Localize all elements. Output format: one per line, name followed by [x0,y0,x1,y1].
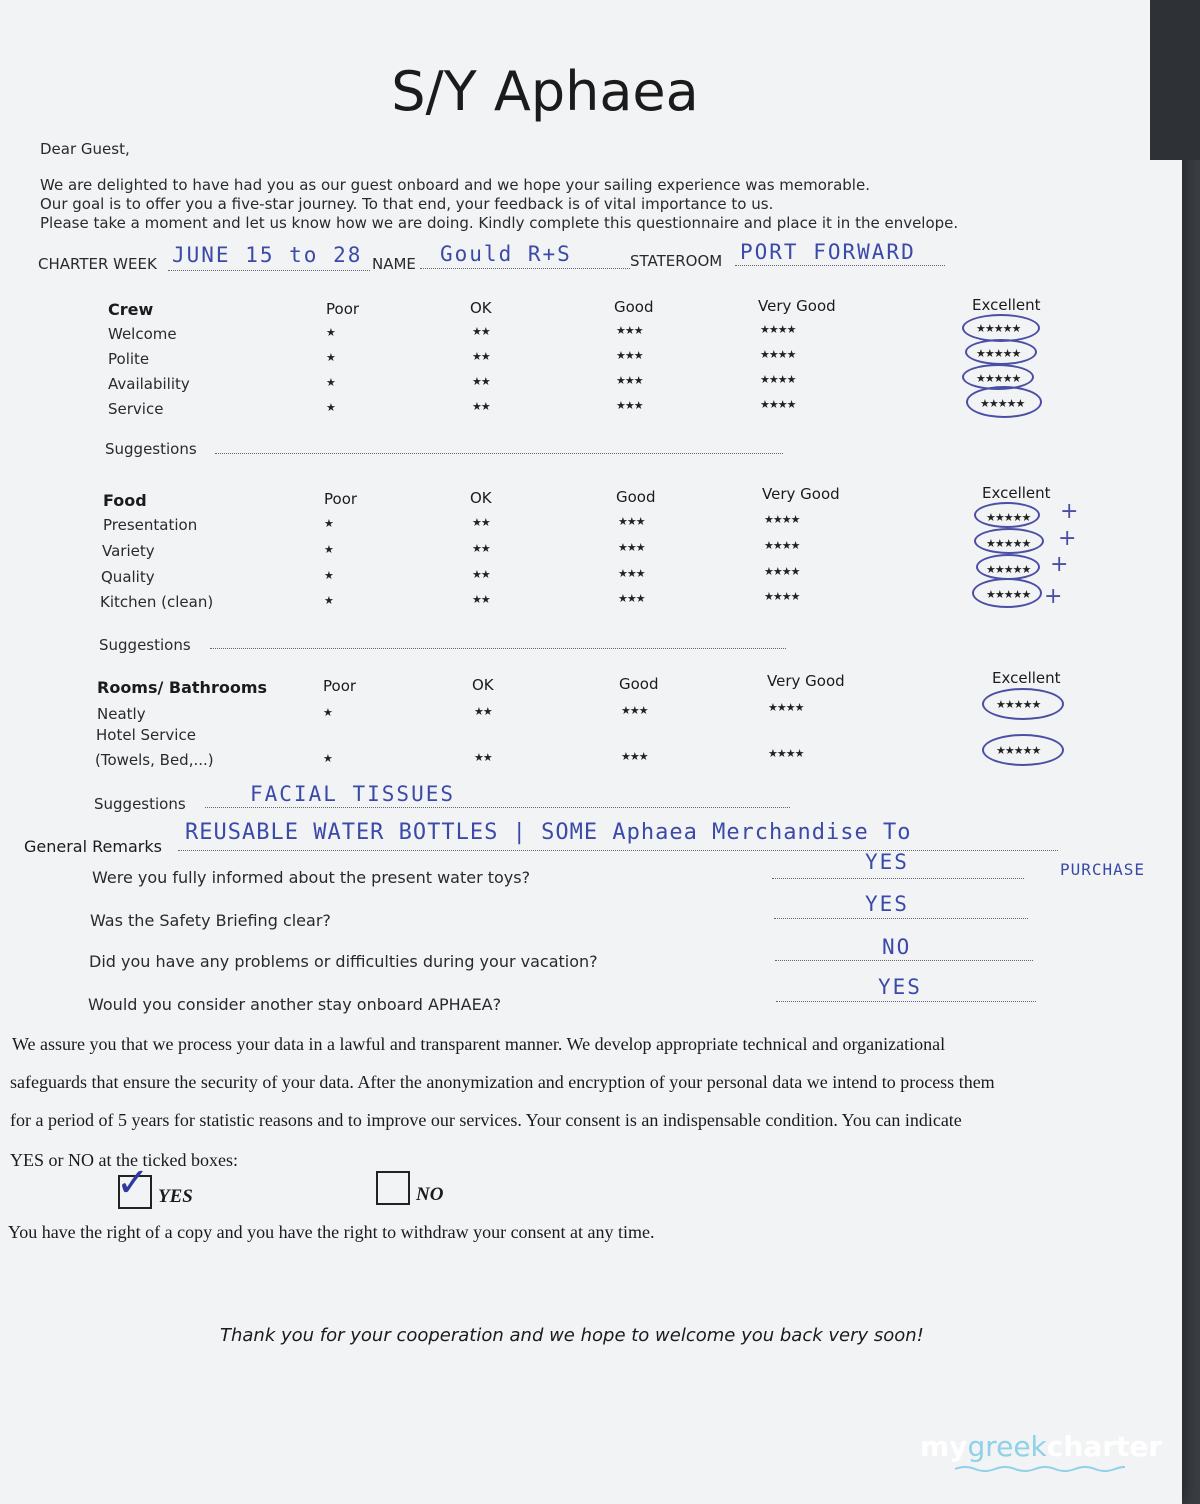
rating-star-2[interactable]: ★★ [472,593,490,606]
rating-star-4[interactable]: ★★★★ [764,565,800,578]
consent-yes-tick-icon: ✓ [116,1160,150,1206]
rating-star-4[interactable]: ★★★★ [760,348,796,361]
rooms-item-towels-bed: (Towels, Bed,...) [95,751,214,769]
rating-star-3[interactable]: ★★★ [618,541,645,554]
rating-star-3[interactable]: ★★★ [616,324,643,337]
rating-star-1[interactable]: ★ [323,752,332,765]
rooms-suggestions-line [205,807,790,808]
rooms-item-neatly: Neatly [97,705,146,723]
rating-star-3[interactable]: ★★★ [621,750,648,763]
selected-circle [974,528,1044,554]
rating-star-3[interactable]: ★★★ [621,704,648,717]
general-remarks-value-cont[interactable]: PURCHASE [1060,860,1146,879]
answer-line-safety-briefing [774,918,1028,919]
plus-mark: + [1044,584,1063,609]
greeting: Dear Guest, [40,140,130,158]
plus-mark: + [1058,526,1077,551]
rating-star-1[interactable]: ★ [326,326,335,339]
crew-col-very-good: Very Good [758,297,836,315]
question-safety-briefing: Was the Safety Briefing clear? [90,911,331,930]
rating-star-2[interactable]: ★★ [472,350,490,363]
general-remarks-line [178,850,1058,851]
privacy-line-2: safeguards that ensure the security of your data. After the anonymization and encryption of your personal data we intend to process them [10,1072,995,1092]
name-value[interactable]: Gould R+S [440,242,572,266]
name-label: NAME [372,255,416,273]
rating-star-4[interactable]: ★★★★ [764,513,800,526]
rating-star-3[interactable]: ★★★ [616,349,643,362]
rating-star-1[interactable]: ★ [324,594,333,607]
rating-star-3[interactable]: ★★★ [618,567,645,580]
rights-text: You have the right of a copy and you have the right to withdraw your consent at any time. [8,1222,655,1242]
answer-water-toys[interactable]: YES [865,850,909,874]
stateroom-line [735,265,945,266]
selected-circle [982,734,1064,766]
rating-star-3[interactable]: ★★★ [618,592,645,605]
privacy-line-4: YES or NO at the ticked boxes: [10,1150,238,1170]
crew-suggestions-label: Suggestions [105,440,197,458]
charter-week-value[interactable]: JUNE 15 to 28 [172,243,363,267]
rating-star-4[interactable]: ★★★★ [768,747,804,760]
rating-star-2[interactable]: ★★ [474,751,492,764]
crew-suggestions-line[interactable] [215,453,783,454]
consent-yes-label: YES [158,1186,193,1207]
rating-star-2[interactable]: ★★ [472,568,490,581]
intro-line-1: We are delighted to have had you as our guest onboard and we hope your sailing experience was memorable. [40,176,870,194]
rating-star-5[interactable]: ★★★★★ [986,588,1031,601]
rating-star-2[interactable]: ★★ [472,325,490,338]
crew-col-poor: Poor [326,300,360,318]
answer-another-stay[interactable]: YES [878,975,922,999]
rooms-suggestions-label: Suggestions [94,795,186,813]
thank-you-text: Thank you for your cooperation and we hope to welcome you back very soon! [220,1325,924,1346]
food-item-variety: Variety [102,542,155,560]
rating-star-4[interactable]: ★★★★ [764,590,800,603]
section-food-title: Food [103,491,147,510]
rating-star-3[interactable]: ★★★ [618,515,645,528]
crew-item-polite: Polite [108,350,150,368]
rating-star-5[interactable]: ★★★★★ [976,322,1021,335]
rating-star-1[interactable]: ★ [324,569,333,582]
rooms-col-excellent: Excellent [992,669,1061,687]
question-another-stay: Would you consider another stay onboard APHAEA? [88,995,502,1014]
food-col-very-good: Very Good [762,485,840,503]
selected-circle [982,688,1064,720]
food-item-kitchen: Kitchen (clean) [100,593,214,611]
rating-star-4[interactable]: ★★★★ [760,373,796,386]
rating-star-5[interactable]: ★★★★★ [980,397,1025,410]
rating-star-2[interactable]: ★★ [472,542,490,555]
plus-mark: + [1050,552,1069,577]
rooms-suggestions-value[interactable]: FACIAL TISSUES [250,782,456,806]
food-suggestions-label: Suggestions [99,636,191,654]
crew-col-excellent: Excellent [972,296,1041,314]
rating-star-2[interactable]: ★★ [472,400,490,413]
food-col-excellent: Excellent [982,484,1051,502]
food-suggestions-line[interactable] [210,648,786,649]
food-col-good: Good [616,488,656,506]
rating-star-1[interactable]: ★ [326,351,335,364]
name-line [420,268,630,269]
rooms-col-good: Good [619,675,659,693]
section-crew-title: Crew [108,300,154,319]
rating-star-1[interactable]: ★ [326,376,335,389]
crew-item-service: Service [108,400,164,418]
selected-circle [972,578,1042,608]
rating-star-2[interactable]: ★★ [472,516,490,529]
privacy-line-3: for a period of 5 years for statistic reasons and to improve our services. Your consent is an indispensable condition. You can indicate [10,1110,962,1130]
rooms-col-ok: OK [472,676,494,694]
answer-line-water-toys [772,878,1024,879]
crew-col-good: Good [614,298,654,316]
rating-star-3[interactable]: ★★★ [616,399,643,412]
food-col-poor: Poor [324,490,358,508]
watermark-part-2: greek [967,1430,1047,1463]
selected-circle [976,554,1040,580]
background-edge [1150,0,1200,160]
crew-item-availability: Availability [108,375,190,393]
crew-col-ok: OK [470,299,492,317]
rating-star-3[interactable]: ★★★ [616,374,643,387]
general-remarks-value[interactable]: REUSABLE WATER BOTTLES | SOME Aphaea Merchandise To [185,820,912,845]
selected-circle [966,386,1042,418]
rating-star-5[interactable]: ★★★★★ [986,511,1031,524]
plus-mark: + [1060,499,1079,524]
rating-star-5[interactable]: ★★★★★ [996,744,1041,757]
intro-line-3: Please take a moment and let us know how we are doing. Kindly complete this questionnaire and place it in the envelope. [40,214,959,232]
selected-circle [962,314,1040,342]
consent-no-checkbox[interactable] [376,1171,410,1205]
intro-line-2: Our goal is to offer you a five-star journey. To that end, your feedback is of vital importance to us. [40,195,774,213]
food-item-quality: Quality [101,568,155,586]
rating-star-1[interactable]: ★ [323,706,332,719]
question-problems: Did you have any problems or difficulties during your vacation? [89,952,598,971]
crew-item-welcome: Welcome [108,325,177,343]
general-remarks-label: General Remarks [24,837,162,856]
rating-star-5[interactable]: ★★★★★ [976,372,1021,385]
rating-star-5[interactable]: ★★★★★ [976,347,1021,360]
rating-star-4[interactable]: ★★★★ [760,323,796,336]
stateroom-label: STATEROOM [630,252,723,270]
rooms-col-poor: Poor [323,677,357,695]
consent-no-label: NO [416,1184,444,1205]
question-water-toys: Were you fully informed about the present water toys? [92,868,531,887]
charter-week-label: CHARTER WEEK [38,255,157,273]
watermark-wave-icon [955,1465,1125,1473]
rooms-col-very-good: Very Good [767,672,845,690]
rating-star-5[interactable]: ★★★★★ [986,563,1031,576]
answer-problems[interactable]: NO [882,935,912,959]
privacy-line-1: We assure you that we process your data in a lawful and transparent manner. We develop appropriate technical and organizational [12,1034,946,1054]
answer-line-another-stay [776,1001,1036,1002]
selected-circle [974,502,1040,528]
answer-line-problems [775,960,1033,961]
rating-star-4[interactable]: ★★★★ [768,701,804,714]
rating-star-1[interactable]: ★ [324,543,333,556]
rating-star-5[interactable]: ★★★★★ [996,698,1041,711]
food-item-presentation: Presentation [103,516,198,534]
rating-star-1[interactable]: ★ [326,401,335,414]
rating-star-2[interactable]: ★★ [474,705,492,718]
selected-circle [965,339,1037,365]
watermark-logo [920,1430,1162,1463]
rating-star-2[interactable]: ★★ [472,375,490,388]
form-title: S/Y Aphaea [391,60,699,123]
rating-star-4[interactable]: ★★★★ [760,398,796,411]
charter-week-line [168,270,370,271]
stateroom-value[interactable]: PORT FORWARD [740,240,916,264]
rating-star-1[interactable]: ★ [324,517,333,530]
rating-star-4[interactable]: ★★★★ [764,539,800,552]
rooms-item-hotel-service: Hotel Service [96,726,196,744]
rating-star-5[interactable]: ★★★★★ [986,537,1031,550]
watermark-part-1: my [920,1430,968,1463]
answer-safety-briefing[interactable]: YES [865,892,909,916]
food-col-ok: OK [470,489,492,507]
section-rooms-title: Rooms/ Bathrooms [97,678,268,697]
watermark-part-3: charter [1046,1430,1163,1463]
